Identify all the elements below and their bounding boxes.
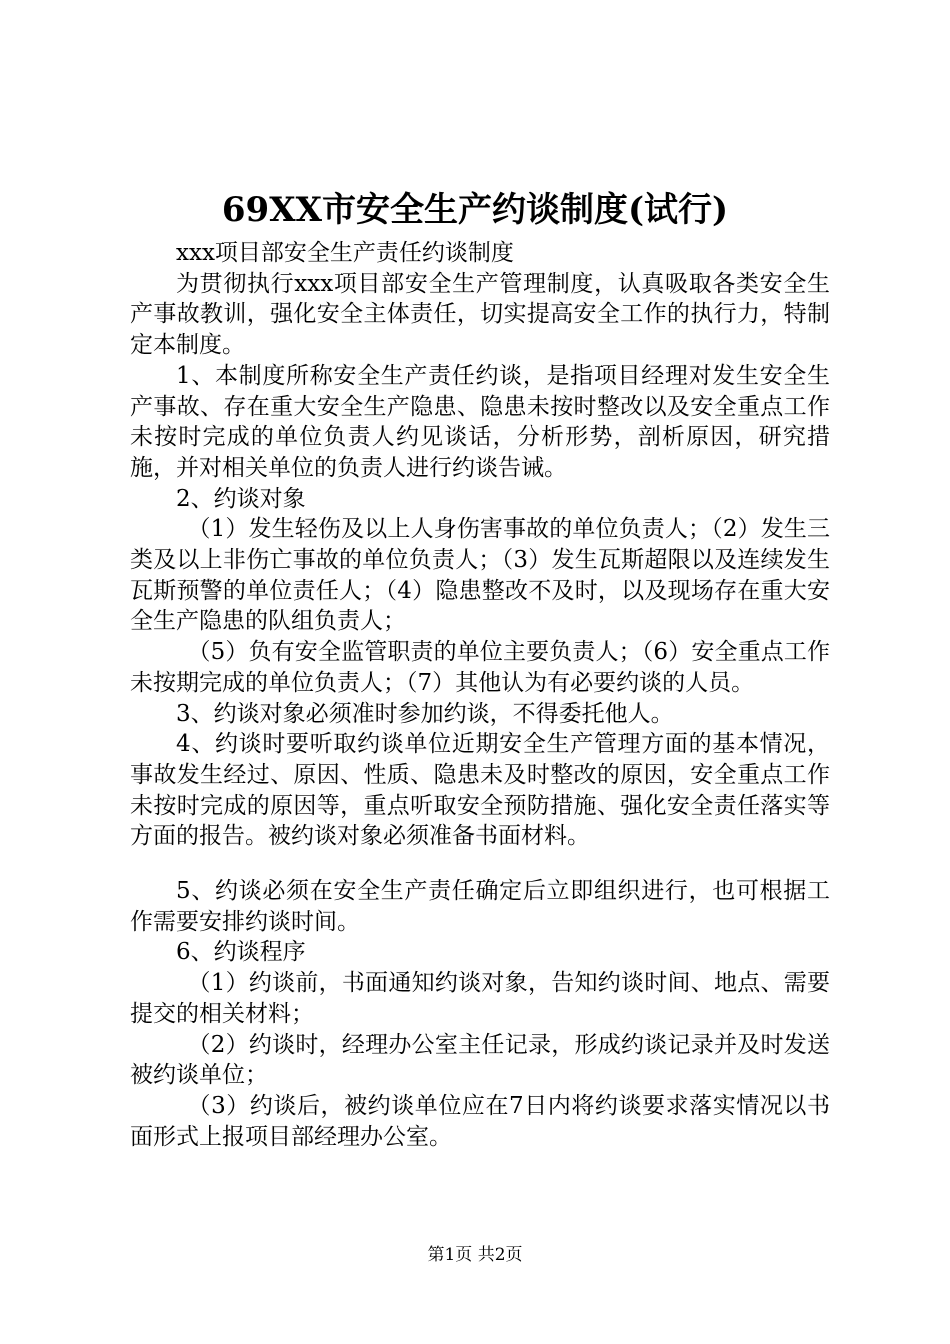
paragraph-item-1: 1、本制度所称安全生产责任约谈，是指项目经理对发生安全生产事故、存在重大安全生产隐患、隐患未按时整改以及安全重点工作未按时完成的单位负责人约见谈话，分析形势，剖析原因，研究措施，并对相关单位的负责人进行约谈告诫。 bbox=[130, 362, 830, 481]
document-title: 69XX市安全生产约谈制度(试行) bbox=[221, 190, 729, 230]
paragraph-item-6-step-2: （2）约谈时，经理办公室主任记录，形成约谈记录并及时发送被约谈单位； bbox=[130, 1031, 830, 1089]
paragraph-item-2-heading: 2、约谈对象 bbox=[176, 485, 306, 512]
paragraph-item-6-step-3: （3）约谈后，被约谈单位应在7日内将约谈要求落实情况以书面形式上报项目部经理办公室。 bbox=[130, 1092, 830, 1150]
page-footer: 第1页 共2页 bbox=[427, 1245, 523, 1265]
document-body bbox=[130, 238, 830, 1152]
paragraph-item-2-list-a: （1）发生轻伤及以上人身伤害事故的单位负责人；（2）发生三类及以上非伤亡事故的单位负责人；（3）发生瓦斯超限以及连续发生瓦斯预警的单位责任人；（4）隐患整改不及时，以及现场存在重大安全生产隐患的队组负责人； bbox=[130, 516, 830, 635]
paragraph-item-2-list-b: （5）负有安全监管职责的单位主要负责人；（6）安全重点工作未按期完成的单位负责人；（7）其他认为有必要约谈的人员。 bbox=[130, 639, 830, 696]
paragraph-item-3: 3、约谈对象必须准时参加约谈，不得委托他人。 bbox=[176, 700, 674, 727]
paragraph-item-6-step-1: （1）约谈前，书面通知约谈对象，告知约谈时间、地点、需要提交的相关材料； bbox=[130, 970, 830, 1027]
paragraph-item-4: 4、约谈时要听取约谈单位近期安全生产管理方面的基本情况，事故发生经过、原因、性质、隐患未及时整改的原因，安全重点工作未按时完成的原因等，重点听取安全预防措施、强化安全责任落实等方面的报告。被约谈对象必须准备书面材料。 bbox=[130, 731, 830, 850]
paragraph-item-6-heading: 6、约谈程序 bbox=[176, 939, 306, 966]
paragraph-item-5: 5、约谈必须在安全生产责任确定后立即组织进行，也可根据工作需要安排约谈时间。 bbox=[130, 878, 830, 935]
paragraph-intro: 为贯彻执行xxx项目部安全生产管理制度，认真吸取各类安全生产事故教训，强化安全主体责任，切实提高安全工作的执行力，特制定本制度。 bbox=[130, 270, 830, 359]
paragraph-subtitle: xxx项目部安全生产责任约谈制度 bbox=[176, 240, 514, 266]
